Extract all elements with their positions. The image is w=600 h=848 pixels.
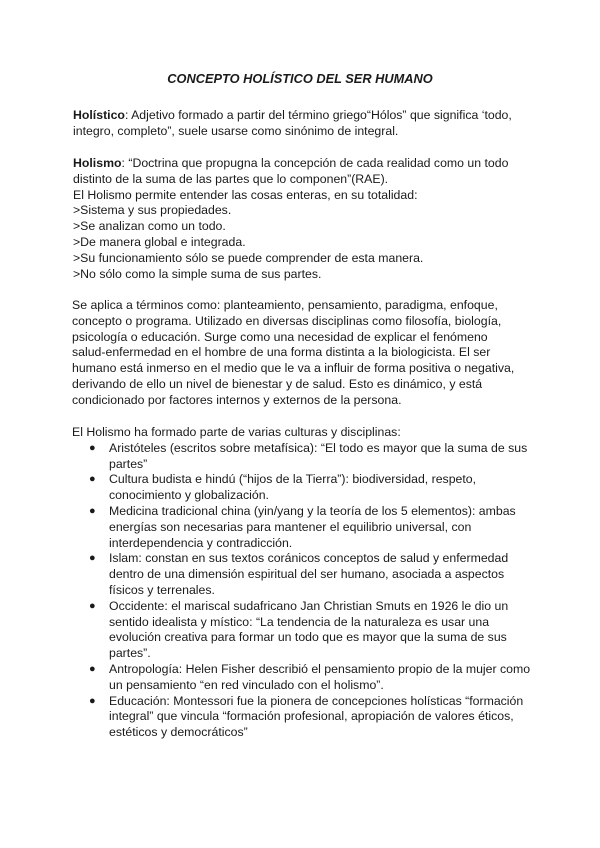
list-item: ● Islam: constan en sus textos coránicos conceptos de salud y enfermedad dentro de una dimensión espiritual del ser humano, asociada a aspectos físicos y terrenales. [89, 551, 509, 597]
list-line: >De manera global e integrada. [73, 234, 246, 249]
text-line: concepto o programa. Utilizado en diversas disciplinas como filosofía, biología, [72, 313, 502, 328]
list-item: ● Aristóteles (escritos sobre metafísica): “El todo es mayor que la suma de sus partes” [89, 440, 528, 471]
cultures-section [72, 425, 542, 741]
list-line: >Su funcionamiento sólo se puede comprender de esta manera. [73, 250, 424, 265]
text-line: salud-enfermedad en el hombre de una forma distinta a la biologicista. El ser [72, 345, 491, 360]
term-holismo: Holismo [73, 156, 122, 170]
section-intro: El Holismo ha formado parte de varias culturas y disciplinas: [72, 425, 401, 439]
text-line: integro, completo”, suele usarse como sinónimo de integral. [73, 123, 399, 138]
page-title: CONCEPTO HOLÍSTICO DEL SER HUMANO [167, 71, 433, 86]
text-line: Holismo: “Doctrina que propugna la concepción de cada realidad como un todo [73, 156, 509, 170]
bullet-icon: ● [89, 441, 96, 454]
list-item: ● Medicina tradicional china (yin/yang y la teoría de los 5 elementos): ambas energías son necesarias para mantener el equilibrio universal, con interdependencia y contradicción. [89, 503, 516, 550]
list-line: >Sistema y sus propiedades. [73, 203, 232, 218]
list-item: ● Antropología: Helen Fisher describió el pensamiento propio de la mujer como un pensamiento “en red vinculado con el holismo”. [89, 661, 531, 692]
text-line: Holístico: Adjetivo formado a partir del término griego“Hólos” que significa ‘todo, [73, 108, 512, 122]
application-paragraph [72, 298, 542, 409]
list-item: ● Educación: Montessori fue la pionera de concepciones holísticas “formación integral” que vincula “formación profesional, apropiación de valores éticos, estéticos y democráticos” [89, 693, 524, 740]
list-line: >No sólo como la simple suma de sus partes. [73, 266, 322, 281]
list-item: ● Occidente: el mariscal sudafricano Jan Christian Smuts en 1926 le dio un sentido idealista y místico: “La tendencia de la naturaleza es usar una evolución creativa para formar un todo que es mayor que la suma de sus partes”. [89, 598, 509, 661]
definition-holistico [73, 108, 543, 140]
bullet-icon: ● [89, 662, 96, 675]
bullet-icon: ● [89, 473, 96, 486]
text-line: humano está inmerso en el medio que le va a influir de forma positiva o negativa, [72, 361, 515, 376]
bullet-icon: ● [89, 504, 96, 517]
term-holistico: Holístico [73, 108, 125, 122]
bullet-icon: ● [89, 599, 96, 612]
list-line: >Se analizan como un todo. [73, 219, 226, 234]
text-line: condicionado por factores internos y externos de la persona. [72, 392, 402, 407]
bullet-list [72, 441, 542, 741]
list-item: ● Cultura budista e hindú (“hijos de la Tierra”): biodiversidad, respeto, conocimiento y globalización. [89, 472, 477, 503]
bullet-icon: ● [89, 552, 96, 565]
text-line: psicología o educación. Surge como una necesidad de explicar el fenómeno [72, 329, 488, 344]
definition-holismo [73, 156, 543, 282]
text-line: Se aplica a términos como: planteamiento, pensamiento, paradigma, enfoque, [72, 298, 498, 312]
text-line: distinto de la suma de las partes que lo componen”(RAE). [73, 171, 389, 186]
text-line: El Holismo permite entender las cosas enteras, en su totalidad: [73, 187, 418, 202]
bullet-icon: ● [89, 694, 96, 707]
text-line: derivando de ello un nivel de bienestar y de salud. Esto es dinámico, y está [72, 376, 483, 391]
